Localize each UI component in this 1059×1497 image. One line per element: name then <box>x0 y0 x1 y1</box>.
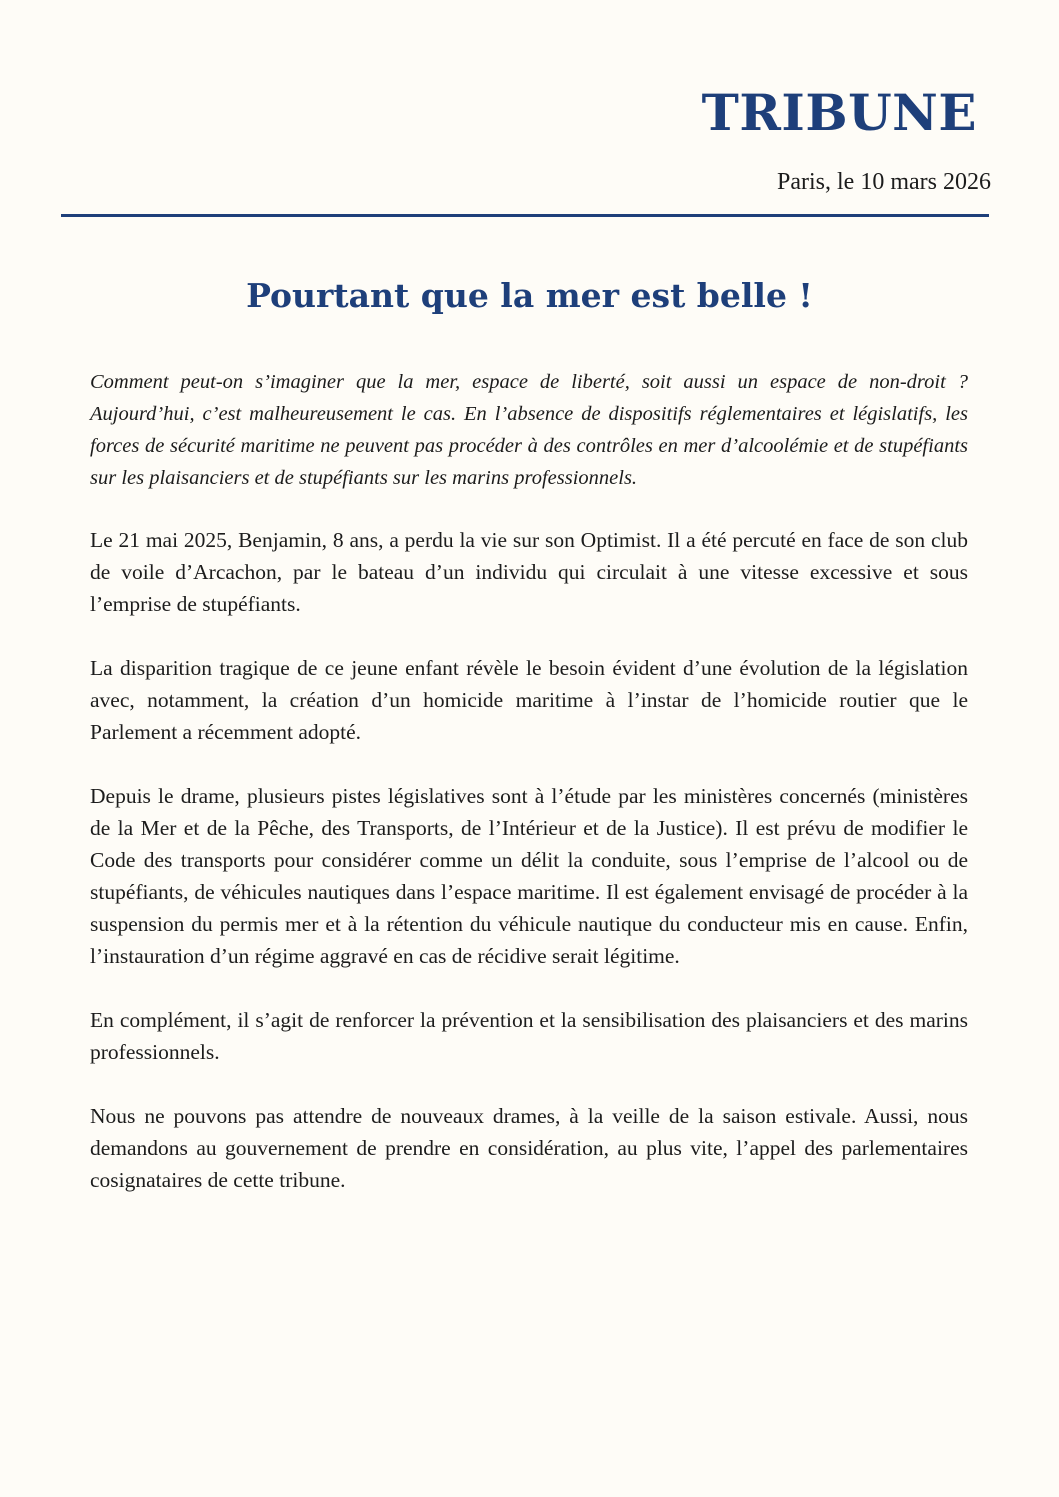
article-title: Pourtant que la mer est belle ! <box>246 276 813 315</box>
article-paragraph: Le 21 mai 2025, Benjamin, 8 ans, a perdu la vie sur son Optimist. Il a été percuté en face de son club de voile d’Arcachon, par le bateau d’un individu qui circulait à une vitesse excessive et sous l’emprise de stupéfiants. <box>90 528 968 616</box>
document-date: Paris, le 10 mars 2026 <box>777 169 991 195</box>
article-paragraph: Depuis le drame, plusieurs pistes législatives sont à l’étude par les ministères concernés (ministères de la Mer et de la Pêche, des Transports, de l’Intérieur et de la Justice). Il est prévu de modifier le Code des transports pour considérer comme un délit la conduite, sous l’emprise de l’alcool ou de stupéfiants, de véhicules nautiques dans l’espace maritime. Il est également envisagé de procéder à la suspension du permis mer et à la rétention du véhicule nautique du conducteur mis en cause. Enfin, l’instauration d’un régime aggravé en cas de récidive serait légitime. <box>90 784 968 968</box>
document-header-title: TRIBUNE <box>701 83 977 142</box>
article-paragraph: Nous ne pouvons pas attendre de nouveaux drames, à la veille de la saison estivale. Aussi, nous demandons au gouvernement de prendre en considération, au plus vite, l’appel des parlementaires cosignataires de cette tribune. <box>90 1104 968 1192</box>
article-paragraph: La disparition tragique de ce jeune enfant révèle le besoin évident d’une évolution de la législation avec, notamment, la création d’un homicide maritime à l’instar de l’homicide routier que le Parlement a récemment adopté. <box>90 656 968 744</box>
header-divider <box>61 214 989 217</box>
article-body <box>90 366 968 1228</box>
article-paragraph: En complément, il s’agit de renforcer la prévention et la sensibilisation des plaisanciers et des marins professionnels. <box>90 1008 968 1064</box>
article-intro: Comment peut-on s’imaginer que la mer, espace de liberté, soit aussi un espace de non-droit ? Aujourd’hui, c’est malheureusement le cas. En l’absence de dispositifs réglementaires et législatifs, les forces de sécurité maritime ne peuvent pas procéder à des contrôles en mer d’alcoolémie et de stupéfiants sur les plaisanciers et de stupéfiants sur les marins professionnels. <box>90 371 968 489</box>
